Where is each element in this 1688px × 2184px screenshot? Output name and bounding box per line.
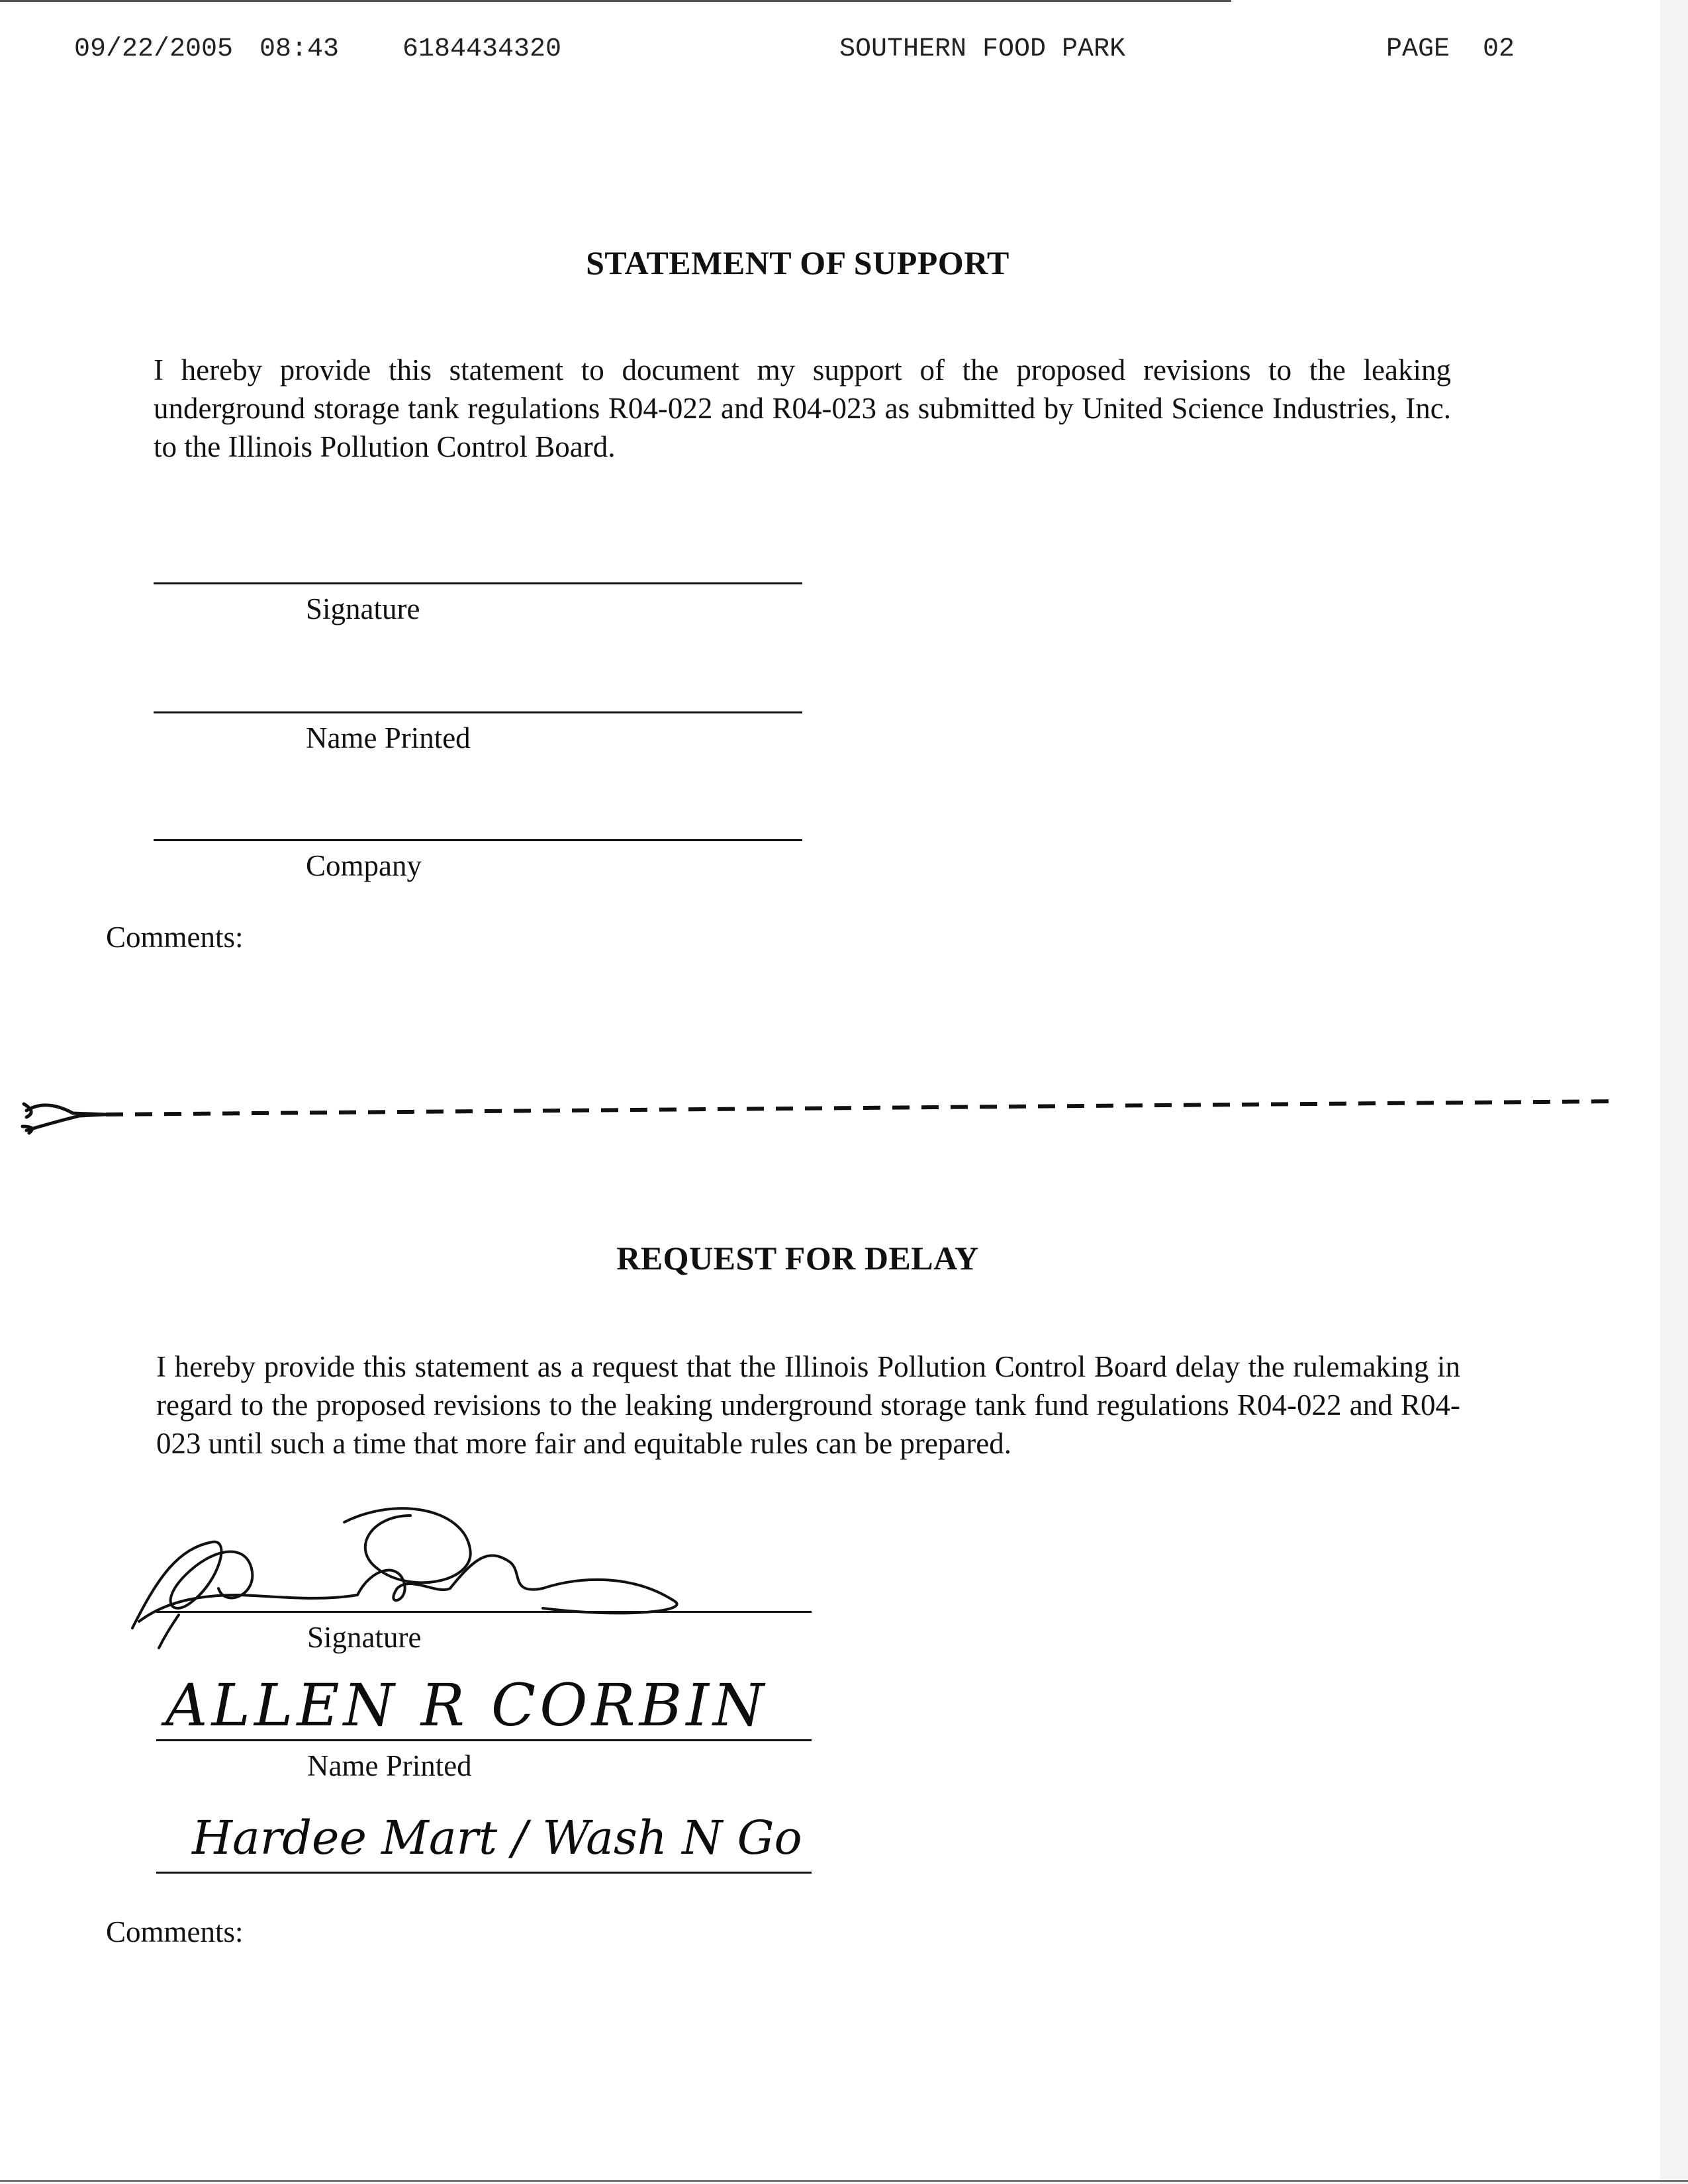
- dashed-cut-rule: [106, 1101, 1615, 1115]
- company-rule: [156, 1872, 812, 1874]
- delay-company-line: [156, 1872, 812, 1925]
- scissors-icon: [23, 1104, 106, 1133]
- support-comments-label: Comments:: [106, 921, 244, 954]
- delay-title: REQUEST FOR DELAY: [616, 1240, 979, 1277]
- support-signature-line: [154, 582, 802, 635]
- signature-rule: [154, 582, 802, 584]
- scan-bottom-edge: [0, 2180, 1688, 2182]
- name-rule: [154, 711, 802, 713]
- top-edge-rule: [0, 0, 1231, 2]
- support-name-line: [154, 711, 802, 764]
- support-company-label: Company: [306, 849, 422, 882]
- fax-date: 09/22/2005: [74, 34, 234, 64]
- handwritten-company: Hardee Mart / Wash N Go: [192, 1811, 802, 1865]
- support-title: STATEMENT OF SUPPORT: [586, 244, 1009, 281]
- fax-page-label: PAGE: [1386, 34, 1450, 64]
- scan-right-edge: [1660, 0, 1688, 2184]
- support-company-line: [154, 839, 802, 892]
- support-signature-label: Signature: [306, 592, 420, 625]
- company-rule: [154, 839, 802, 841]
- delay-signature-label: Signature: [307, 1621, 422, 1654]
- support-name-label: Name Printed: [306, 721, 471, 754]
- delay-body: I hereby provide this statement as a request that the Illinois Pollution Control Board delay the rulemaking in regard to the proposed revisions to the leaking underground storage tank fund regulations R04-022 and R04-023 until such a time that more fair and equitable rules can be prepared.: [156, 1350, 1460, 1460]
- fax-page-number: 02: [1483, 34, 1515, 64]
- cut-line: [0, 1085, 1635, 1138]
- delay-name-label: Name Printed: [307, 1749, 472, 1782]
- name-rule: [156, 1739, 812, 1741]
- fax-sender: SOUTHERN FOOD PARK: [839, 34, 1126, 64]
- signature-rule: [156, 1611, 812, 1613]
- delay-comments-label: Comments:: [106, 1915, 244, 1948]
- support-body: I hereby provide this statement to document my support of the proposed revisions to the leaking underground storage tank regulations R04-022 and R04-023 as submitted by United Science Industries, Inc. to the Illinois Pollution Control Board.: [154, 353, 1451, 463]
- fax-number: 6184434320: [402, 34, 562, 64]
- delay-signature-line: [156, 1611, 812, 1664]
- delay-name-line: [156, 1739, 812, 1792]
- fax-time: 08:43: [259, 34, 340, 64]
- handwritten-name: ALLEN R CORBIN: [165, 1671, 769, 1739]
- fax-header: [0, 34, 1688, 74]
